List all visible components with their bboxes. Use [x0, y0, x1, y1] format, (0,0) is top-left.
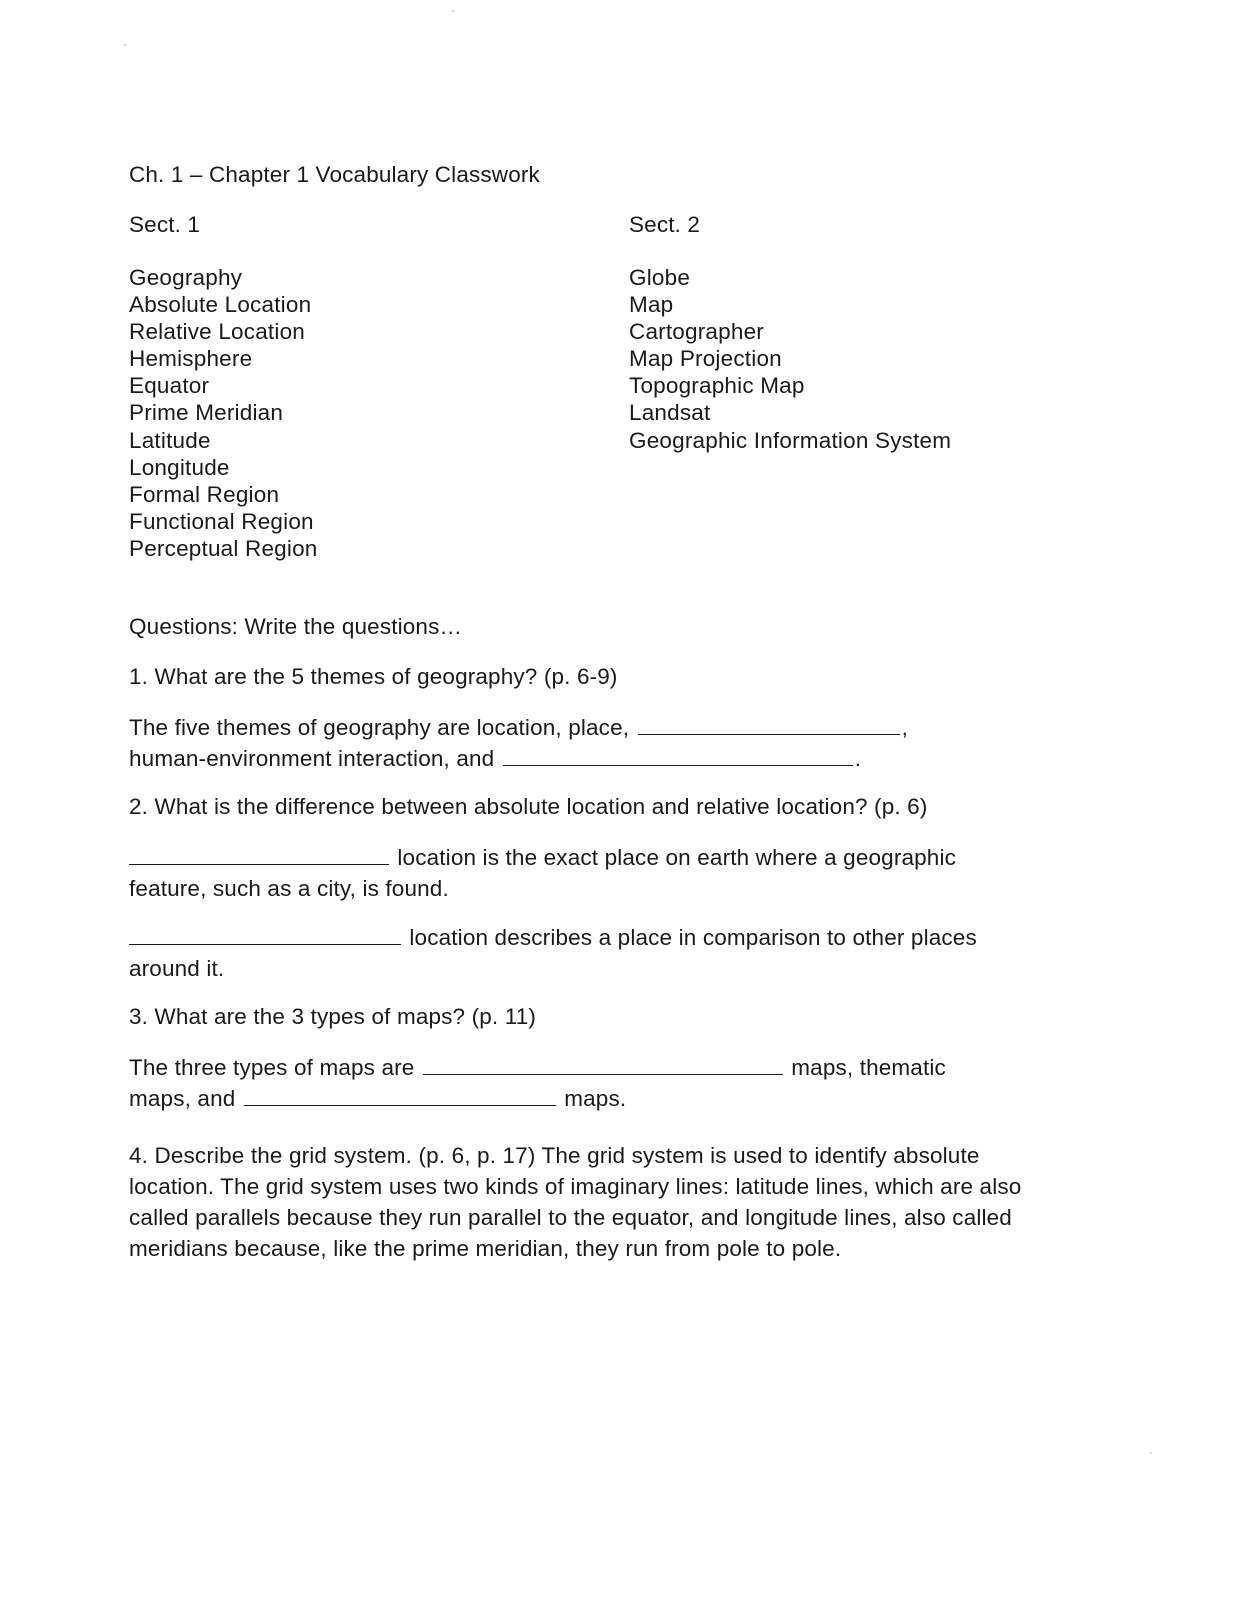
question-2-answer-absolute — [129, 842, 956, 904]
scan-speck — [124, 44, 126, 46]
question-1: 1. What are the 5 themes of geography? (p. 6-9) — [129, 664, 618, 689]
question-2-answer-relative — [129, 922, 977, 984]
fill-in-blank[interactable] — [129, 844, 389, 865]
answer-text: The five themes of geography are location, place, — [129, 715, 630, 740]
question-3-answer — [129, 1052, 946, 1114]
vocab-term: Landsat — [629, 400, 711, 426]
answer-text: location is the exact place on earth where a geographic — [397, 845, 957, 870]
vocab-term: Hemisphere — [129, 346, 253, 372]
question-4: 4. Describe the grid system. (p. 6, p. 17) The grid system is used to identify absolute location. The grid system uses two kinds of imaginary lines: latitude lines, which are also called parallels because they run parallel to the equator, and longitude lines, also called meridians because, like the prime meridian, they run from pole to pole. — [129, 1143, 1022, 1261]
page-title: Ch. 1 – Chapter 1 Vocabulary Classwork — [129, 162, 540, 187]
vocab-term: Globe — [629, 265, 691, 290]
question-2: 2. What is the difference between absolute location and relative location? (p. 6) — [129, 794, 928, 819]
fill-in-blank[interactable] — [129, 924, 401, 945]
answer-text: , — [901, 715, 908, 740]
vocab-term: Latitude — [129, 427, 211, 453]
answer-text: location describes a place in comparison to other places — [409, 925, 977, 950]
fill-in-blank[interactable] — [503, 745, 853, 766]
scan-speck — [452, 10, 454, 12]
vocab-term: Equator — [129, 373, 210, 399]
vocab-term: Map Projection — [629, 346, 782, 372]
answer-text: human-environment interaction, and — [129, 746, 495, 771]
answer-text: The three types of maps are — [129, 1055, 415, 1080]
vocab-term: Relative Location — [129, 319, 306, 345]
vocab-term: Functional Region — [129, 508, 314, 534]
vocab-term: Absolute Location — [129, 292, 312, 318]
answer-text: feature, such as a city, is found. — [129, 876, 449, 901]
section-2-heading: Sect. 2 — [629, 212, 701, 237]
question-1-answer — [129, 712, 908, 774]
fill-in-blank[interactable] — [244, 1085, 556, 1106]
answer-text: maps, thematic — [791, 1055, 946, 1080]
fill-in-blank[interactable] — [638, 714, 900, 735]
scan-speck — [1150, 1452, 1152, 1454]
question-3: 3. What are the 3 types of maps? (p. 11) — [129, 1004, 537, 1029]
answer-text: maps. — [564, 1086, 627, 1111]
vocab-term: Geography — [129, 265, 243, 290]
questions-intro: Questions: Write the questions… — [129, 614, 463, 639]
fill-in-blank[interactable] — [423, 1054, 783, 1075]
section-2-vocab-list — [629, 264, 951, 454]
section-1-heading: Sect. 1 — [129, 212, 201, 237]
vocab-term: Perceptual Region — [129, 535, 318, 561]
answer-text: . — [854, 746, 862, 771]
vocab-term: Map — [629, 292, 674, 318]
vocab-term: Geographic Information System — [629, 427, 952, 453]
vocab-term: Longitude — [129, 454, 230, 480]
vocab-term: Cartographer — [629, 319, 764, 345]
vocab-term: Prime Meridian — [129, 400, 284, 426]
section-1-vocab-list — [129, 264, 318, 562]
answer-text: around it. — [129, 956, 225, 981]
vocab-term: Formal Region — [129, 481, 280, 507]
vocab-term: Topographic Map — [629, 373, 805, 399]
answer-text: maps, and — [129, 1086, 236, 1111]
